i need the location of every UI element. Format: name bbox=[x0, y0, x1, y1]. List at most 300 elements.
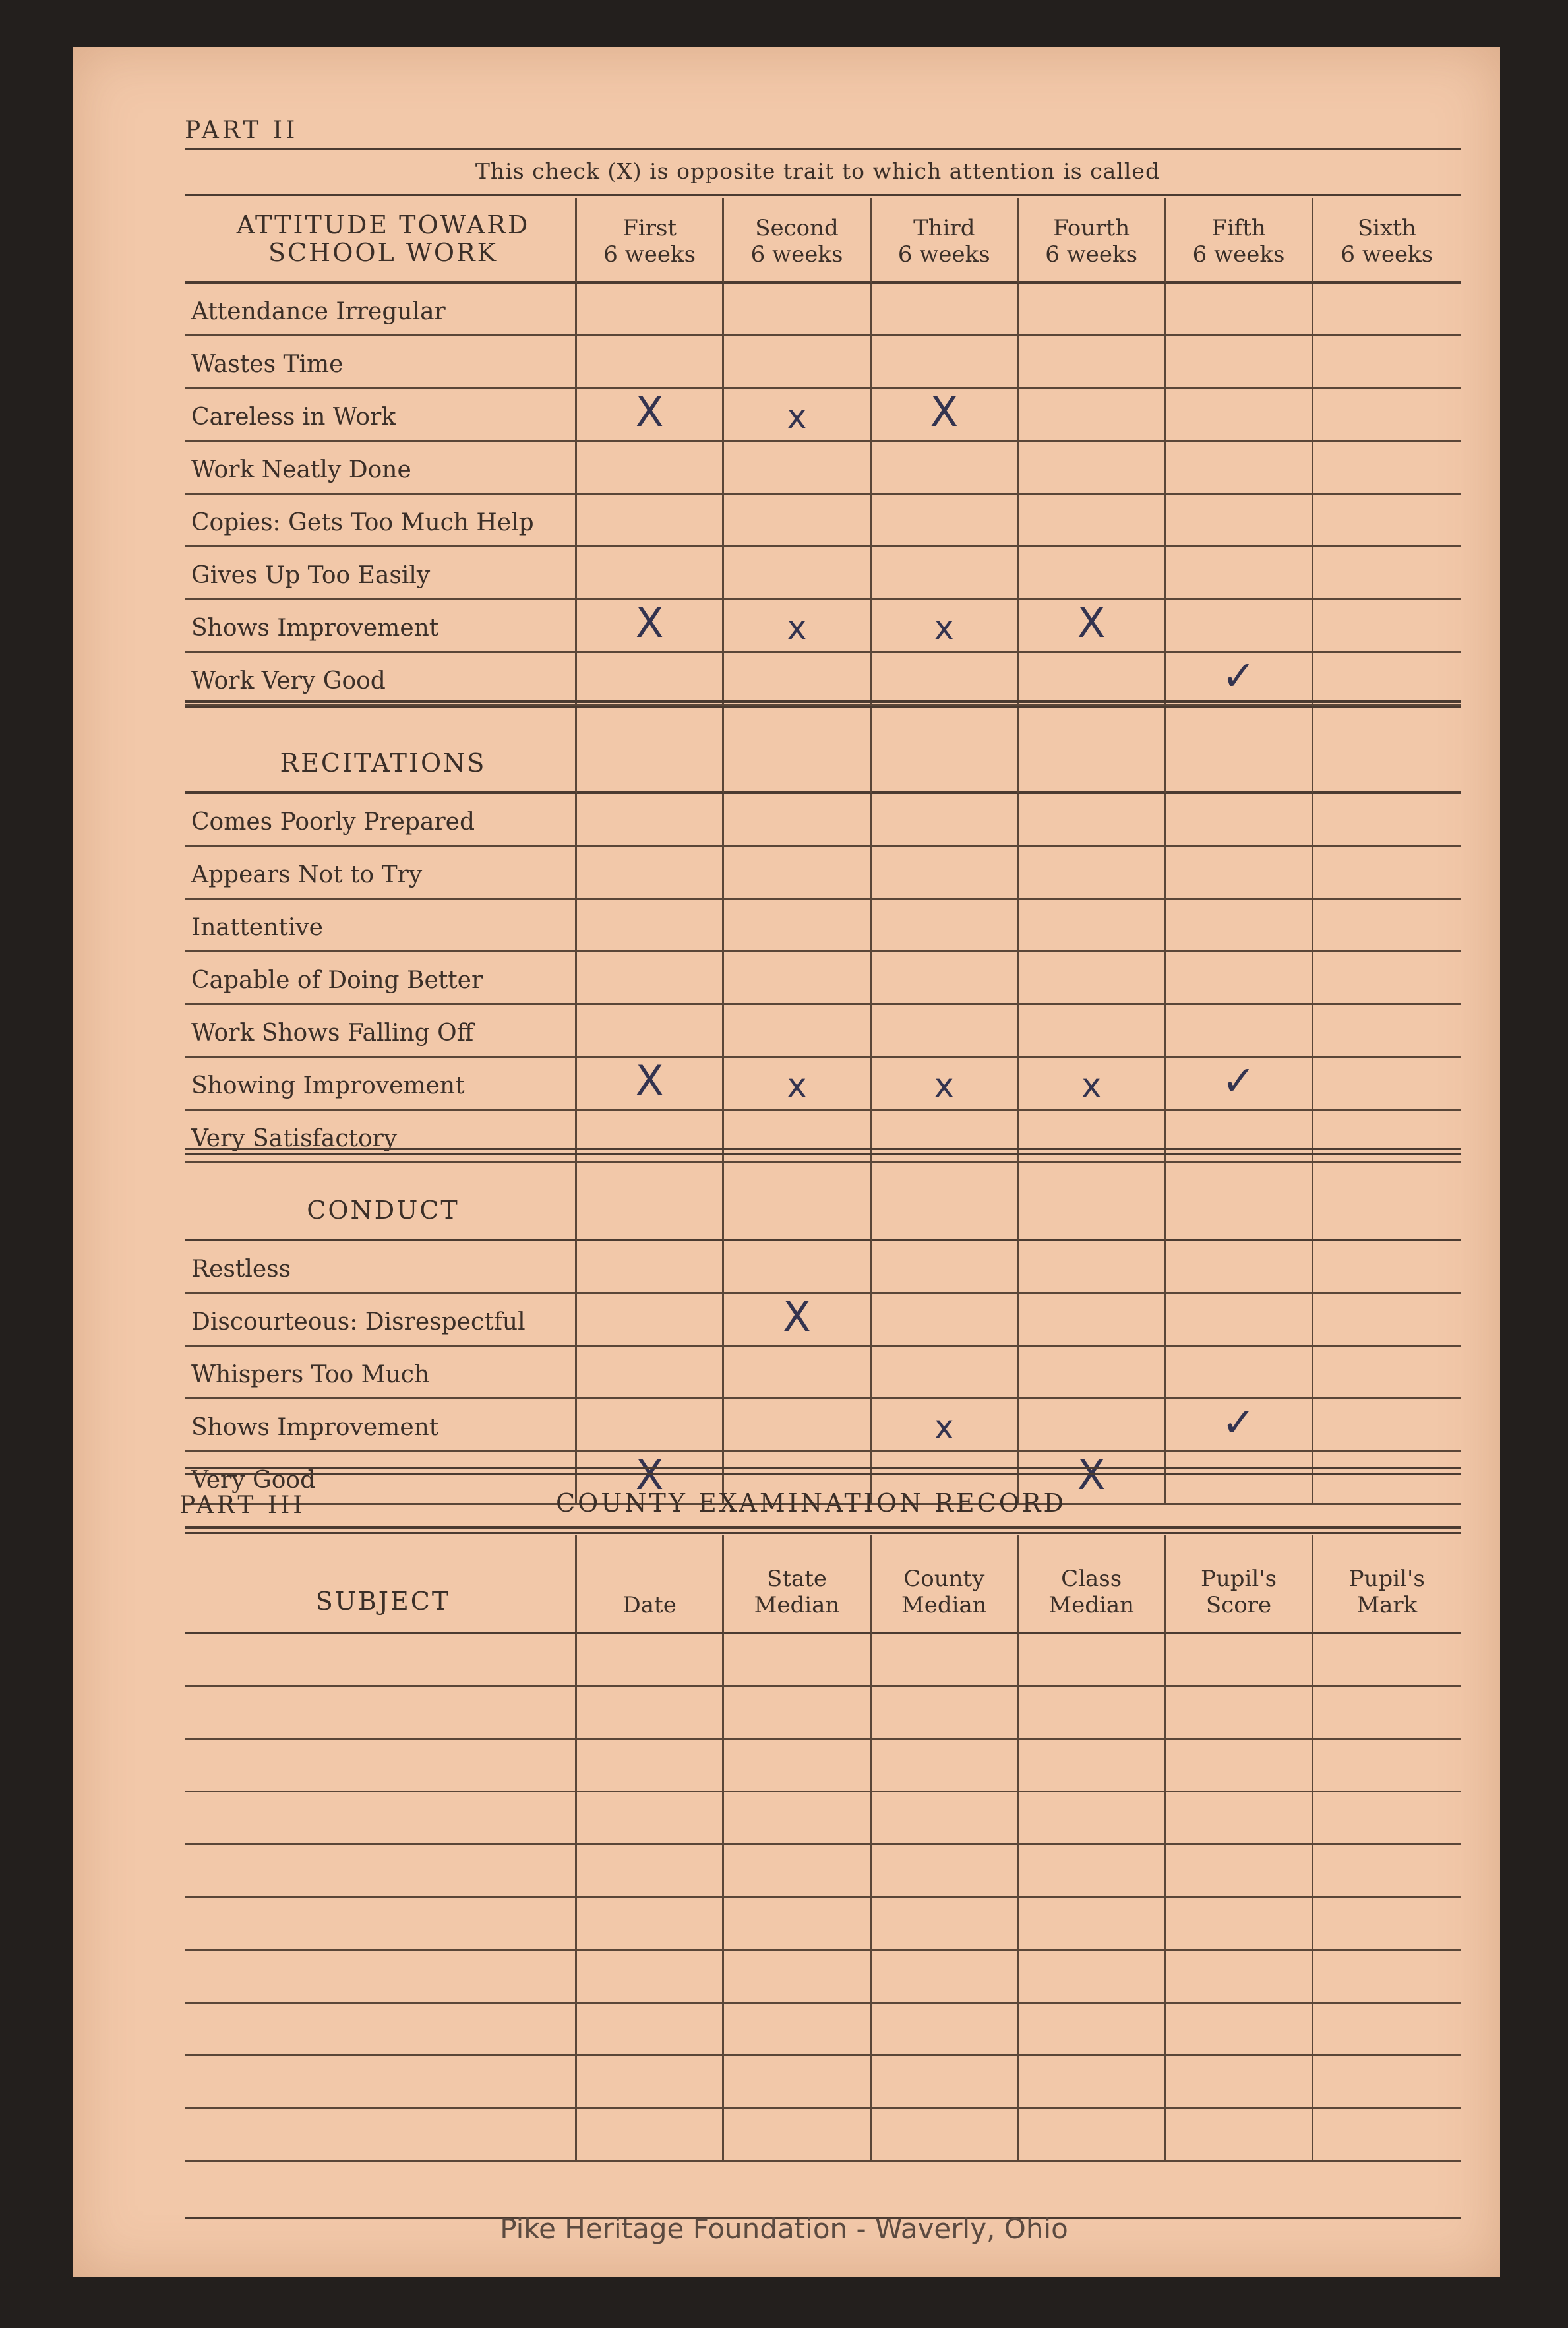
conduct-mark-cell[interactable] bbox=[872, 1294, 1019, 1347]
recitations-mark-cell[interactable] bbox=[1166, 952, 1313, 1005]
attitude-row-label: Shows Improvement bbox=[185, 600, 577, 653]
x-mark-icon: x bbox=[787, 1066, 807, 1105]
recitations-mark-cell[interactable] bbox=[724, 794, 871, 847]
attitude-mark-cell[interactable] bbox=[1166, 336, 1313, 389]
attitude-mark-cell[interactable] bbox=[1019, 547, 1166, 600]
x-mark-icon: X bbox=[1077, 1451, 1106, 1499]
recitations-mark-cell[interactable] bbox=[1166, 1005, 1313, 1058]
exam-value-cell[interactable] bbox=[872, 1740, 1019, 1792]
recitations-mark-cell[interactable] bbox=[1313, 1058, 1461, 1111]
recitations-mark-cell[interactable] bbox=[1019, 952, 1166, 1005]
conduct-mark-cell[interactable] bbox=[1166, 1294, 1313, 1347]
conduct-mark-cell[interactable] bbox=[1166, 1241, 1313, 1294]
exam-value-cell[interactable] bbox=[1019, 1634, 1166, 1687]
conduct-mark-cell[interactable] bbox=[872, 1347, 1019, 1399]
attitude-mark-cell[interactable] bbox=[577, 547, 724, 600]
exam-column-label-line1: Pupil's bbox=[1348, 1566, 1425, 1592]
conduct-mark-cell[interactable] bbox=[577, 1241, 724, 1294]
recitations-period-header-2 bbox=[724, 708, 871, 794]
conduct-mark-cell[interactable] bbox=[577, 1347, 724, 1399]
exam-value-cell[interactable] bbox=[872, 1792, 1019, 1845]
exam-value-cell[interactable] bbox=[724, 1845, 871, 1898]
attitude-title-cell bbox=[185, 198, 577, 284]
attitude-mark-cell[interactable] bbox=[1019, 336, 1166, 389]
exam-value-cell[interactable] bbox=[1313, 2109, 1461, 2162]
attitude-section bbox=[185, 198, 1461, 706]
exam-column-label bbox=[1313, 1566, 1461, 1628]
attitude-mark-cell[interactable] bbox=[872, 547, 1019, 600]
recitations-row-label: Capable of Doing Better bbox=[185, 952, 577, 1005]
exam-value-cell[interactable] bbox=[577, 1898, 724, 1951]
conduct-title: CONDUCT bbox=[307, 1196, 460, 1225]
exam-value-cell[interactable] bbox=[872, 2056, 1019, 2109]
conduct-mark-cell[interactable] bbox=[1313, 1452, 1461, 1505]
recitations-mark-cell[interactable] bbox=[577, 794, 724, 847]
attitude-row-label: Copies: Gets Too Much Help bbox=[185, 495, 577, 547]
recitations-mark-cell[interactable] bbox=[1166, 847, 1313, 900]
exam-value-cell[interactable] bbox=[1019, 1951, 1166, 2004]
attitude-mark-cell[interactable] bbox=[1166, 284, 1313, 336]
period-label bbox=[577, 215, 722, 277]
exam-value-cell[interactable] bbox=[577, 2004, 724, 2056]
recitations-row-label: Very Satisfactory bbox=[185, 1111, 577, 1163]
attitude-period-header-6 bbox=[1313, 198, 1461, 284]
recitations-period-header-3 bbox=[872, 708, 1019, 794]
attitude-mark-cell[interactable] bbox=[1019, 495, 1166, 547]
attitude-mark-cell[interactable] bbox=[1313, 547, 1461, 600]
x-mark-icon: X bbox=[635, 1451, 664, 1499]
attitude-period-header-3 bbox=[872, 198, 1019, 284]
conduct-row-label: Discourteous: Disrespectful bbox=[185, 1294, 577, 1347]
conduct-mark-cell[interactable] bbox=[577, 1294, 724, 1347]
attitude-title-line2: SCHOOL WORK bbox=[268, 238, 498, 267]
period-label bbox=[1019, 215, 1164, 277]
recitations-mark-cell[interactable] bbox=[872, 952, 1019, 1005]
period-label-line2: 6 weeks bbox=[1045, 241, 1138, 268]
attitude-row-label: Wastes Time bbox=[185, 336, 577, 389]
recitations-mark-cell[interactable] bbox=[1313, 900, 1461, 952]
exam-value-cell[interactable] bbox=[577, 2109, 724, 2162]
x-mark-icon: x bbox=[934, 609, 954, 647]
attitude-mark-cell[interactable] bbox=[1313, 442, 1461, 495]
attitude-mark-cell[interactable] bbox=[1313, 600, 1461, 653]
exam-value-cell[interactable] bbox=[724, 1951, 871, 2004]
conduct-mark-cell[interactable] bbox=[872, 1399, 1019, 1452]
exam-value-cell[interactable] bbox=[1019, 1898, 1166, 1951]
conduct-mark-cell[interactable] bbox=[577, 1399, 724, 1452]
conduct-mark-cell[interactable] bbox=[1166, 1347, 1313, 1399]
x-mark-icon: X bbox=[783, 1293, 811, 1341]
attitude-mark-cell[interactable] bbox=[872, 389, 1019, 442]
attitude-mark-cell[interactable] bbox=[1313, 284, 1461, 336]
instruction-text: This check (X) is opposite trait to which attention is called bbox=[475, 158, 1161, 184]
exam-column-label-line1: State bbox=[766, 1566, 827, 1592]
recitations-section bbox=[185, 708, 1461, 1163]
recitations-mark-cell[interactable] bbox=[1166, 900, 1313, 952]
recitations-mark-cell[interactable] bbox=[872, 1058, 1019, 1111]
attitude-row-label: Attendance Irregular bbox=[185, 284, 577, 336]
report-card-page bbox=[73, 47, 1500, 2277]
exam-value-cell[interactable] bbox=[577, 1634, 724, 1687]
attitude-title-line1: ATTITUDE TOWARD bbox=[236, 210, 530, 239]
conduct-mark-cell[interactable] bbox=[1313, 1294, 1461, 1347]
period-label bbox=[872, 215, 1017, 277]
exam-value-cell[interactable] bbox=[1019, 1687, 1166, 1740]
exam-subject-cell[interactable] bbox=[185, 1792, 577, 1845]
recitations-row-label: Showing Improvement bbox=[185, 1058, 577, 1111]
exam-column-header bbox=[724, 1535, 871, 1634]
attitude-period-header-2 bbox=[724, 198, 871, 284]
exam-column-label-line2: Median bbox=[754, 1592, 840, 1618]
exam-subject-cell[interactable] bbox=[185, 2004, 577, 2056]
conduct-mark-cell[interactable] bbox=[724, 1294, 871, 1347]
attitude-mark-cell[interactable] bbox=[1166, 600, 1313, 653]
attitude-mark-cell[interactable] bbox=[1313, 389, 1461, 442]
attitude-mark-cell[interactable] bbox=[1313, 653, 1461, 706]
recitations-mark-cell[interactable] bbox=[1313, 794, 1461, 847]
x-mark-icon: x bbox=[787, 609, 807, 647]
attitude-mark-cell[interactable] bbox=[724, 389, 871, 442]
recitations-mark-cell[interactable] bbox=[1313, 1005, 1461, 1058]
exam-value-cell[interactable] bbox=[577, 2056, 724, 2109]
recitations-mark-cell[interactable] bbox=[1166, 1058, 1313, 1111]
x-mark-icon: X bbox=[635, 388, 664, 436]
conduct-mark-cell[interactable] bbox=[872, 1241, 1019, 1294]
attitude-mark-cell[interactable] bbox=[1166, 495, 1313, 547]
attitude-mark-cell[interactable] bbox=[1313, 495, 1461, 547]
conduct-grid bbox=[185, 1155, 1461, 1505]
recitations-mark-cell[interactable] bbox=[1019, 794, 1166, 847]
exam-value-cell[interactable] bbox=[1166, 1951, 1313, 2004]
recitations-mark-cell[interactable] bbox=[872, 847, 1019, 900]
period-label-line2: 6 weeks bbox=[750, 241, 843, 268]
exam-value-cell[interactable] bbox=[1313, 1898, 1461, 1951]
exam-value-cell[interactable] bbox=[872, 2004, 1019, 2056]
exam-column-header bbox=[1019, 1535, 1166, 1634]
period-label-line2: 6 weeks bbox=[603, 241, 696, 268]
period-label bbox=[1313, 215, 1461, 277]
exam-value-cell[interactable] bbox=[1166, 2004, 1313, 2056]
recitations-mark-cell[interactable] bbox=[577, 1058, 724, 1111]
attitude-mark-cell[interactable] bbox=[872, 284, 1019, 336]
attitude-mark-cell[interactable] bbox=[872, 653, 1019, 706]
exam-subject-cell[interactable] bbox=[185, 2056, 577, 2109]
attitude-mark-cell[interactable] bbox=[872, 600, 1019, 653]
exam-record-section bbox=[185, 1535, 1461, 2162]
conduct-row-label: Very Good bbox=[185, 1452, 577, 1505]
recitations-mark-cell[interactable] bbox=[577, 900, 724, 952]
attitude-mark-cell[interactable] bbox=[1166, 653, 1313, 706]
x-mark-icon: X bbox=[635, 1057, 664, 1105]
exam-value-cell[interactable] bbox=[724, 2004, 871, 2056]
attitude-mark-cell[interactable] bbox=[724, 495, 871, 547]
recitations-mark-cell[interactable] bbox=[577, 847, 724, 900]
checkmark-icon: ✓ bbox=[1221, 652, 1256, 700]
conduct-row-label: Whispers Too Much bbox=[185, 1347, 577, 1399]
conduct-mark-cell[interactable] bbox=[1019, 1241, 1166, 1294]
attitude-mark-cell[interactable] bbox=[1019, 389, 1166, 442]
attitude-mark-cell[interactable] bbox=[577, 284, 724, 336]
recitations-mark-cell[interactable] bbox=[872, 1005, 1019, 1058]
conduct-row-label: Shows Improvement bbox=[185, 1399, 577, 1452]
attitude-mark-cell[interactable] bbox=[724, 600, 871, 653]
exam-value-cell[interactable] bbox=[724, 1634, 871, 1687]
attitude-row-label: Work Neatly Done bbox=[185, 442, 577, 495]
attitude-mark-cell[interactable] bbox=[872, 336, 1019, 389]
conduct-mark-cell[interactable] bbox=[1166, 1452, 1313, 1505]
exam-value-cell[interactable] bbox=[724, 1687, 871, 1740]
recitations-mark-cell[interactable] bbox=[872, 900, 1019, 952]
exam-subject-cell[interactable] bbox=[185, 1898, 577, 1951]
exam-value-cell[interactable] bbox=[1166, 1792, 1313, 1845]
exam-value-cell[interactable] bbox=[577, 1951, 724, 2004]
exam-value-cell[interactable] bbox=[1166, 1845, 1313, 1898]
exam-column-header bbox=[1166, 1535, 1313, 1634]
exam-column-label-line1: County bbox=[903, 1566, 985, 1592]
checkmark-icon: ✓ bbox=[1221, 1057, 1256, 1105]
attitude-title bbox=[191, 211, 575, 272]
conduct-mark-cell[interactable] bbox=[1019, 1399, 1166, 1452]
exam-value-cell[interactable] bbox=[1019, 1792, 1166, 1845]
exam-subject-cell[interactable] bbox=[185, 2109, 577, 2162]
exam-value-cell[interactable] bbox=[1313, 1740, 1461, 1792]
exam-value-cell[interactable] bbox=[724, 2056, 871, 2109]
x-mark-icon: x bbox=[787, 398, 807, 436]
attitude-mark-cell[interactable] bbox=[577, 442, 724, 495]
recitations-mark-cell[interactable] bbox=[724, 952, 871, 1005]
exam-column-label-line2: Median bbox=[901, 1592, 987, 1618]
attitude-mark-cell[interactable] bbox=[577, 389, 724, 442]
period-label bbox=[724, 215, 869, 277]
exam-value-cell[interactable] bbox=[872, 2109, 1019, 2162]
conduct-mark-cell[interactable] bbox=[724, 1241, 871, 1294]
period-label-line2: 6 weeks bbox=[1192, 241, 1285, 268]
exam-column-label-line2: Score bbox=[1205, 1592, 1272, 1618]
period-label-line1: First bbox=[622, 215, 677, 241]
attitude-mark-cell[interactable] bbox=[577, 336, 724, 389]
attitude-mark-cell[interactable] bbox=[1019, 600, 1166, 653]
exam-column-label bbox=[872, 1566, 1017, 1628]
conduct-mark-cell[interactable] bbox=[1019, 1347, 1166, 1399]
attitude-mark-cell[interactable] bbox=[1166, 389, 1313, 442]
attitude-row-label: Gives Up Too Easily bbox=[185, 547, 577, 600]
conduct-title-cell bbox=[185, 1155, 577, 1241]
exam-value-cell[interactable] bbox=[724, 1740, 871, 1792]
exam-value-cell[interactable] bbox=[872, 1687, 1019, 1740]
exam-value-cell[interactable] bbox=[577, 1845, 724, 1898]
attitude-period-header-5 bbox=[1166, 198, 1313, 284]
recitations-mark-cell[interactable] bbox=[1019, 847, 1166, 900]
exam-column-label-line2: Mark bbox=[1356, 1592, 1418, 1618]
attitude-mark-cell[interactable] bbox=[577, 495, 724, 547]
top-rule bbox=[185, 148, 1461, 150]
attitude-mark-cell[interactable] bbox=[1019, 284, 1166, 336]
attitude-mark-cell[interactable] bbox=[724, 284, 871, 336]
period-label-line2: 6 weeks bbox=[897, 241, 990, 268]
period-label-line1: Third bbox=[913, 215, 975, 241]
attitude-mark-cell[interactable] bbox=[1019, 653, 1166, 706]
attitude-mark-cell[interactable] bbox=[1019, 442, 1166, 495]
recitations-mark-cell[interactable] bbox=[1019, 1058, 1166, 1111]
recitations-period-header-4 bbox=[1019, 708, 1166, 794]
exam-column-label bbox=[577, 1592, 722, 1628]
exam-value-cell[interactable] bbox=[1019, 2109, 1166, 2162]
exam-column-label-line2: Median bbox=[1048, 1592, 1135, 1618]
x-mark-icon: X bbox=[1077, 599, 1106, 647]
exam-value-cell[interactable] bbox=[1313, 2004, 1461, 2056]
exam-subject-cell[interactable] bbox=[185, 1740, 577, 1792]
recitations-mark-cell[interactable] bbox=[1166, 794, 1313, 847]
recitations-mark-cell[interactable] bbox=[1313, 952, 1461, 1005]
exam-value-cell[interactable] bbox=[724, 1792, 871, 1845]
x-mark-icon: x bbox=[1081, 1066, 1101, 1105]
attitude-mark-cell[interactable] bbox=[1166, 442, 1313, 495]
attitude-period-header-1 bbox=[577, 198, 724, 284]
conduct-mark-cell[interactable] bbox=[724, 1399, 871, 1452]
exam-value-cell[interactable] bbox=[1166, 1740, 1313, 1792]
recitations-mark-cell[interactable] bbox=[724, 1058, 871, 1111]
exam-value-cell[interactable] bbox=[724, 2109, 871, 2162]
exam-grid bbox=[185, 1535, 1461, 2162]
conduct-mark-cell[interactable] bbox=[1019, 1294, 1166, 1347]
attitude-mark-cell[interactable] bbox=[872, 442, 1019, 495]
attitude-row-label: Work Very Good bbox=[185, 653, 577, 706]
attitude-bottom-rule bbox=[185, 700, 1461, 708]
recitations-mark-cell[interactable] bbox=[724, 900, 871, 952]
exam-value-cell[interactable] bbox=[1166, 2056, 1313, 2109]
exam-value-cell[interactable] bbox=[1019, 1845, 1166, 1898]
exam-value-cell[interactable] bbox=[1166, 1898, 1313, 1951]
recitations-mark-cell[interactable] bbox=[1019, 1005, 1166, 1058]
attitude-mark-cell[interactable] bbox=[1166, 547, 1313, 600]
exam-value-cell[interactable] bbox=[577, 1792, 724, 1845]
attitude-mark-cell[interactable] bbox=[872, 495, 1019, 547]
conduct-period-header-4 bbox=[1019, 1155, 1166, 1241]
recitations-period-header-5 bbox=[1166, 708, 1313, 794]
exam-column-label bbox=[1166, 1566, 1311, 1628]
conduct-mark-cell[interactable] bbox=[1166, 1399, 1313, 1452]
attitude-mark-cell[interactable] bbox=[724, 547, 871, 600]
conduct-section bbox=[185, 1155, 1461, 1505]
recitations-period-header-1 bbox=[577, 708, 724, 794]
exam-value-cell[interactable] bbox=[1313, 1687, 1461, 1740]
exam-value-cell[interactable] bbox=[872, 1898, 1019, 1951]
recitations-mark-cell[interactable] bbox=[872, 794, 1019, 847]
attitude-mark-cell[interactable] bbox=[577, 600, 724, 653]
recitations-bottom-rule bbox=[185, 1148, 1461, 1155]
conduct-period-header-2 bbox=[724, 1155, 871, 1241]
recitations-title-cell bbox=[185, 708, 577, 794]
county-exam-title: COUNTY EXAMINATION RECORD bbox=[556, 1488, 1066, 1517]
recitations-mark-cell[interactable] bbox=[577, 1005, 724, 1058]
exam-value-cell[interactable] bbox=[1313, 1634, 1461, 1687]
exam-column-label bbox=[1019, 1566, 1164, 1628]
recitations-mark-cell[interactable] bbox=[1313, 847, 1461, 900]
exam-value-cell[interactable] bbox=[577, 1687, 724, 1740]
period-label bbox=[1166, 215, 1311, 277]
attitude-mark-cell[interactable] bbox=[724, 653, 871, 706]
attitude-row-label: Careless in Work bbox=[185, 389, 577, 442]
part-ii-label: PART II bbox=[185, 117, 299, 144]
exam-value-cell[interactable] bbox=[1166, 2109, 1313, 2162]
recitations-mark-cell[interactable] bbox=[1019, 900, 1166, 952]
conduct-mark-cell[interactable] bbox=[1313, 1347, 1461, 1399]
conduct-mark-cell[interactable] bbox=[1313, 1241, 1461, 1294]
exam-value-cell[interactable] bbox=[1313, 1951, 1461, 2004]
x-mark-icon: x bbox=[934, 1408, 954, 1446]
conduct-period-header-3 bbox=[872, 1155, 1019, 1241]
exam-subject-cell[interactable] bbox=[185, 1951, 577, 2004]
exam-value-cell[interactable] bbox=[1019, 1740, 1166, 1792]
recitations-mark-cell[interactable] bbox=[724, 1005, 871, 1058]
exam-column-header bbox=[577, 1535, 724, 1634]
recitations-period-header-6 bbox=[1313, 708, 1461, 794]
period-label-line2: 6 weeks bbox=[1341, 241, 1433, 268]
attitude-mark-cell[interactable] bbox=[1313, 336, 1461, 389]
recitations-row-label: Inattentive bbox=[185, 900, 577, 952]
attitude-mark-cell[interactable] bbox=[724, 442, 871, 495]
conduct-mark-cell[interactable] bbox=[1313, 1399, 1461, 1452]
attitude-mark-cell[interactable] bbox=[724, 336, 871, 389]
exam-value-cell[interactable] bbox=[1166, 1634, 1313, 1687]
attitude-mark-cell[interactable] bbox=[577, 653, 724, 706]
exam-value-cell[interactable] bbox=[1313, 1792, 1461, 1845]
exam-value-cell[interactable] bbox=[1313, 2056, 1461, 2109]
exam-subject-cell[interactable] bbox=[185, 1634, 577, 1687]
conduct-mark-cell[interactable] bbox=[724, 1347, 871, 1399]
part-iii-label: PART III bbox=[179, 1492, 306, 1519]
conduct-row-label: Restless bbox=[185, 1241, 577, 1294]
exam-column-label bbox=[724, 1566, 869, 1628]
recitations-row-label: Comes Poorly Prepared bbox=[185, 794, 577, 847]
exam-value-cell[interactable] bbox=[872, 1634, 1019, 1687]
recitations-row-label: Appears Not to Try bbox=[185, 847, 577, 900]
exam-value-cell[interactable] bbox=[1019, 2056, 1166, 2109]
conduct-bottom-rule bbox=[185, 1467, 1461, 1475]
period-label-line1: Second bbox=[755, 215, 839, 241]
recitations-row-label: Work Shows Falling Off bbox=[185, 1005, 577, 1058]
period-label-line1: Fifth bbox=[1211, 215, 1266, 241]
exam-column-label-line1: Pupil's bbox=[1200, 1566, 1277, 1592]
checkmark-icon: ✓ bbox=[1221, 1398, 1256, 1446]
recitations-mark-cell[interactable] bbox=[577, 952, 724, 1005]
exam-value-cell[interactable] bbox=[872, 1845, 1019, 1898]
exam-column-label-line1: Class bbox=[1061, 1566, 1122, 1592]
subject-header-cell bbox=[185, 1535, 577, 1634]
exam-subject-cell[interactable] bbox=[185, 1845, 577, 1898]
exam-value-cell[interactable] bbox=[1166, 1687, 1313, 1740]
attitude-grid bbox=[185, 198, 1461, 706]
recitations-mark-cell[interactable] bbox=[724, 847, 871, 900]
period-label-line1: Fourth bbox=[1053, 215, 1130, 241]
exam-value-cell[interactable] bbox=[724, 1898, 871, 1951]
recitations-title: RECITATIONS bbox=[280, 749, 487, 778]
x-mark-icon: x bbox=[934, 1066, 954, 1105]
exam-column-label-line1: Date bbox=[622, 1592, 677, 1618]
x-mark-icon: X bbox=[635, 599, 664, 647]
period-label-line1: Sixth bbox=[1357, 215, 1416, 241]
part-iii-rule bbox=[185, 1526, 1461, 1534]
exam-value-cell[interactable] bbox=[577, 1740, 724, 1792]
exam-value-cell[interactable] bbox=[872, 1951, 1019, 2004]
exam-value-cell[interactable] bbox=[1019, 2004, 1166, 2056]
exam-value-cell[interactable] bbox=[1313, 1845, 1461, 1898]
recitations-grid bbox=[185, 708, 1461, 1163]
exam-subject-cell[interactable] bbox=[185, 1687, 577, 1740]
exam-column-header bbox=[872, 1535, 1019, 1634]
subject-header: SUBJECT bbox=[315, 1587, 451, 1616]
conduct-period-header-5 bbox=[1166, 1155, 1313, 1241]
